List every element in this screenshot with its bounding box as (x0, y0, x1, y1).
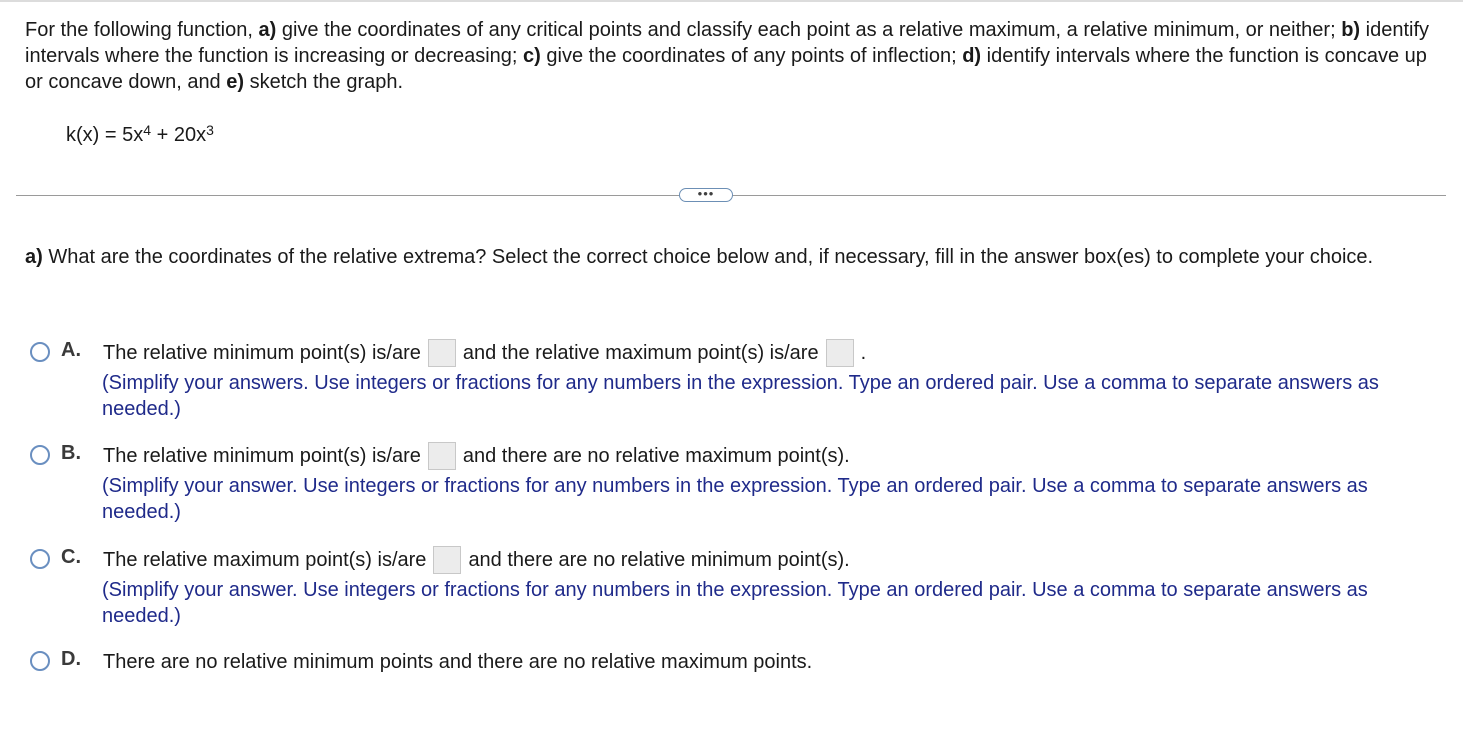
answer-box-min[interactable] (428, 442, 456, 470)
choice-letter: A. (61, 339, 81, 361)
choice-letter: B. (61, 442, 81, 464)
question-prompt: a) What are the coordinates of the relative extrema? Select the correct choice below and, if necessary, fill in the answer box(es) to complete your choice. (25, 246, 1374, 268)
radio-button-a[interactable] (30, 342, 50, 362)
choice-text: The relative minimum point(s) is/are (103, 445, 421, 467)
choice-hint: (Simplify your answers. Use integers or fractions for any numbers in the expression. Type an ordered pair. Use a comma to separate answers as needed.) (102, 372, 1379, 420)
radio-button-b[interactable] (30, 445, 50, 465)
choice-hint: (Simplify your answer. Use integers or fractions for any numbers in the expression. Type an ordered pair. Use a comma to separate answers as needed.) (102, 475, 1368, 523)
radio-button-d[interactable] (30, 651, 50, 671)
choice-text: There are no relative minimum points and there are no relative maximum points. (103, 651, 813, 673)
answer-box-max[interactable] (826, 339, 854, 367)
choice-text: and there are no relative maximum point(s). (462, 445, 850, 467)
choice-text: The relative maximum point(s) is/are (103, 549, 427, 571)
problem-statement: For the following function, a) give the coordinates of any critical points and classify each point as a relative maximum, a relative minimum, or neither; b) identify intervals where the function is increasing or decreasing; c) give the coordinates of any points of inflection; d) identify intervals where the function is concave up or concave down, and e) sketch the graph. (25, 19, 1430, 93)
choice-letter: D. (61, 648, 81, 670)
choice-hint: (Simplify your answer. Use integers or fractions for any numbers in the expression. Type an ordered pair. Use a comma to separate answers as needed.) (102, 579, 1368, 627)
choice-text: and there are no relative minimum point(s). (468, 549, 850, 571)
expand-more-button[interactable]: ••• (679, 188, 733, 202)
choice-letter: C. (61, 546, 81, 568)
radio-button-c[interactable] (30, 549, 50, 569)
top-border (0, 0, 1463, 2)
choice-text: and the relative maximum point(s) is/are (462, 342, 819, 364)
answer-box-min[interactable] (428, 339, 456, 367)
answer-box-max[interactable] (433, 546, 461, 574)
choice-text: The relative minimum point(s) is/are (103, 342, 421, 364)
period: . (860, 342, 867, 364)
function-expression: $k(x) = 5x^4 + 20x^3$ (66, 122, 214, 146)
